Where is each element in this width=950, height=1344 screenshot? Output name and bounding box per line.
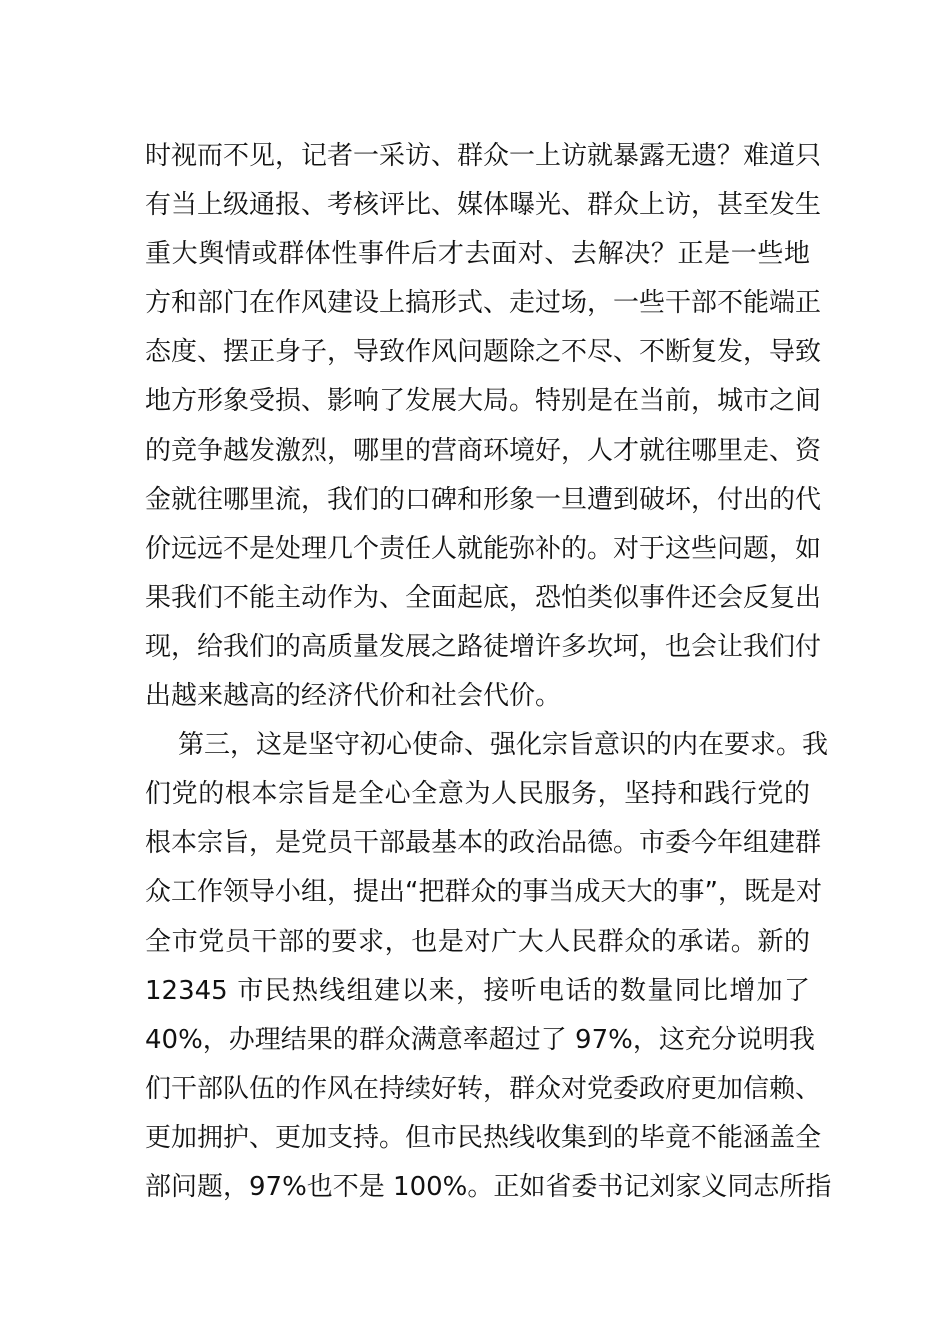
- text-line: 更加拥护、更加支持。但市民热线收集到的毕竟不能涵盖全: [145, 1122, 822, 1153]
- paragraph-2: [145, 721, 832, 1212]
- text-line: 重大舆情或群体性事件后才去面对、去解决？正是一些地: [145, 239, 810, 270]
- text-line: 出越来越高的经济代价和社会代价。: [145, 681, 562, 712]
- text-line: 地方形象受损、影响了发展大局。特别是在当前，城市之间: [145, 386, 822, 417]
- text-line: 金就往哪里流，我们的口碑和形象一旦遭到破坏，付出的代: [145, 484, 822, 515]
- text-line: 有当上级通报、考核评比、媒体曝光、群众上访，甚至发生: [145, 190, 822, 221]
- text-line: 的竞争越发激烈，哪里的营商环境好，人才就往哪里走、资: [145, 435, 822, 466]
- text-line: 12345 市民热线组建以来，接听电话的数量同比增加了: [145, 975, 810, 1006]
- text-line: 果我们不能主动作为、全面起底，恐怕类似事件还会反复出: [145, 582, 822, 613]
- document-body: [145, 132, 832, 1212]
- text-line: 根本宗旨，是党员干部最基本的政治品德。市委今年组建群: [145, 828, 822, 859]
- text-line: 部问题，97%也不是 100%。正如省委书记刘家义同志所指: [145, 1171, 832, 1202]
- text-line: 态度、摆正身子，导致作风问题除之不尽、不断复发，导致: [145, 337, 822, 368]
- text-line: 现，给我们的高质量发展之路徒增许多坎坷，也会让我们付: [145, 631, 822, 662]
- text-line: 价远远不是处理几个责任人就能弥补的。对于这些问题，如: [145, 533, 822, 564]
- text-line: 40%，办理结果的群众满意率超过了 97%，这充分说明我: [145, 1024, 815, 1055]
- text-line: 众工作领导小组，提出“把群众的事当成天大的事”，既是对: [145, 877, 822, 908]
- text-line: 全市党员干部的要求，也是对广大人民群众的承诺。新的: [145, 926, 810, 957]
- text-line: 们干部队伍的作风在持续好转，群众对党委政府更加信赖、: [145, 1073, 822, 1104]
- text-line: 第三，这是坚守初心使命、强化宗旨意识的内在要求。我: [178, 730, 829, 761]
- text-line: 时视而不见，记者一采访、群众一上访就暴露无遗？难道只: [145, 141, 822, 171]
- paragraph-1: [145, 132, 822, 721]
- text-line: 方和部门在作风建设上搞形式、走过场，一些干部不能端正: [145, 288, 822, 319]
- text-line: 们党的根本宗旨是全心全意为人民服务，坚持和践行党的: [145, 779, 810, 810]
